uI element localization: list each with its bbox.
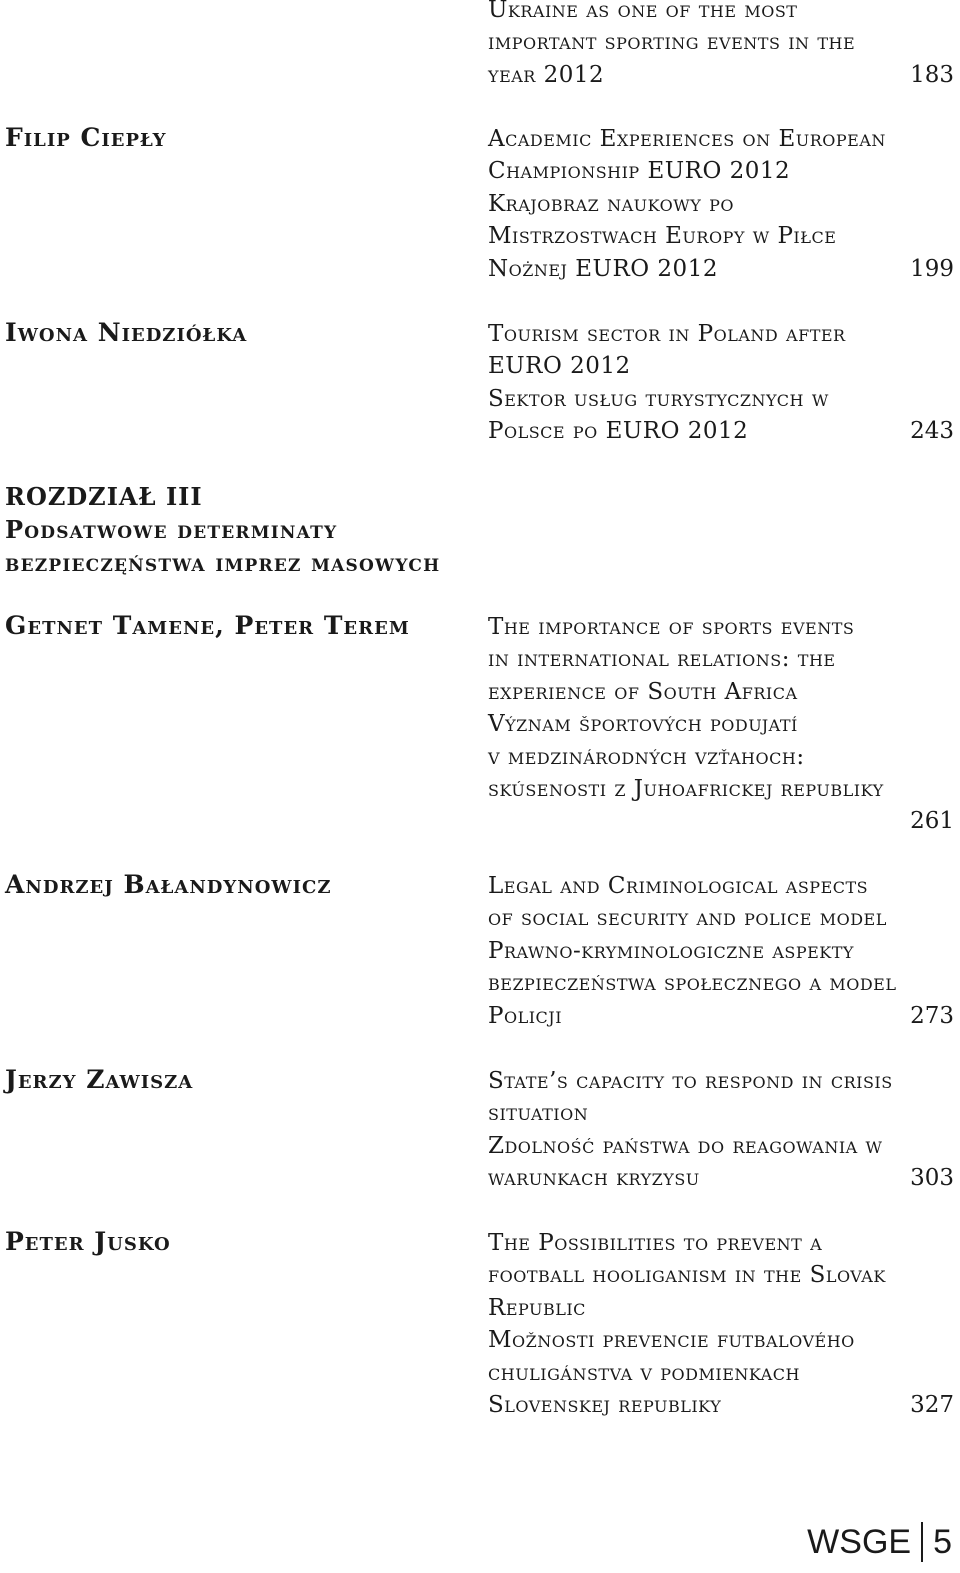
page-number: 261 bbox=[910, 808, 954, 835]
entry-title-line: Tourism sector in Poland after bbox=[488, 321, 846, 347]
entry-title-line: Sektor usług turystycznych w bbox=[488, 385, 829, 412]
entry-title-line: Ukraine as one of the most bbox=[488, 0, 798, 23]
page-number: 199 bbox=[910, 255, 954, 282]
footer-divider bbox=[921, 1522, 923, 1562]
entry-title-line: situation bbox=[488, 1100, 589, 1127]
entry-title-line: Polsce po EURO 2012 243 bbox=[488, 415, 954, 447]
entry-title-line: Možnosti prevencie futbalového bbox=[488, 1327, 855, 1354]
entry-title-line: v medzinárodných vzťahoch: bbox=[488, 743, 805, 770]
entry-title-line: Význam športových podujatí bbox=[488, 711, 798, 738]
toc-author: Filip Ciepły bbox=[5, 123, 167, 152]
entry-title-line: chuligánstva v podmienkach bbox=[488, 1359, 800, 1386]
entry-title-line: warunkach kryzysu 303 bbox=[488, 1162, 954, 1194]
entry-title-line: Policji 273 bbox=[488, 1000, 954, 1032]
entry-title-line: Prawno-kryminologiczne aspekty bbox=[488, 937, 854, 964]
publisher-name: WSGE bbox=[807, 1523, 912, 1561]
footer-page-number: 5 bbox=[933, 1523, 952, 1561]
toc-author: Getnet Tamene, Peter Terem bbox=[5, 611, 410, 640]
page-number: 183 bbox=[910, 61, 954, 88]
toc-entry bbox=[488, 611, 954, 838]
entry-title-line: experience of South Africa bbox=[488, 678, 798, 705]
entry-title-line: Mistrzostwach Europy w Piłce bbox=[488, 223, 837, 250]
entry-title-line: Zdolność państwa do reagowania w bbox=[488, 1132, 883, 1159]
entry-title-line: bezpieczeństwa społecznego a model bbox=[488, 970, 897, 997]
toc-entry bbox=[488, 870, 954, 1032]
chapter-heading bbox=[5, 480, 440, 579]
toc-entry bbox=[488, 1065, 954, 1195]
page-number: 243 bbox=[910, 418, 954, 445]
entry-title-line: State’s capacity to respond in crisis bbox=[488, 1068, 893, 1094]
entry-title-line: in international relations: the bbox=[488, 646, 836, 673]
entry-title-line: EURO 2012 bbox=[488, 353, 631, 380]
entry-title-line: Legal and Criminological aspects bbox=[488, 873, 869, 899]
chapter-label: ROZDZIAŁ III bbox=[5, 482, 203, 511]
entry-title-line: football hooliganism in the Slovak bbox=[488, 1262, 886, 1289]
chapter-subtitle-line: Podsatwowe determinaty bbox=[5, 515, 338, 544]
entry-title-line: Krajobraz naukowy po bbox=[488, 190, 734, 217]
entry-title-line: year 2012 183 bbox=[488, 59, 954, 91]
toc-entry bbox=[488, 123, 954, 285]
page-number: 273 bbox=[910, 1002, 954, 1029]
entry-title-line: Championship EURO 2012 bbox=[488, 158, 791, 185]
entry-title-line: Nożnej EURO 2012 199 bbox=[488, 253, 954, 285]
entry-title-line: of social security and police model bbox=[488, 905, 887, 932]
toc-author: Peter Jusko bbox=[5, 1227, 171, 1256]
entry-title-line: Republic bbox=[488, 1294, 586, 1321]
toc-entry bbox=[488, 0, 954, 91]
toc-author: Andrzej Bałandynowicz bbox=[5, 870, 332, 899]
toc-author: Iwona Niedziółka bbox=[5, 318, 248, 347]
toc-entry bbox=[488, 1227, 954, 1421]
entry-title-line: The Possibilities to prevent a bbox=[488, 1230, 823, 1256]
page-footer bbox=[807, 1522, 952, 1562]
toc-author: Jerzy Zawisza bbox=[5, 1065, 194, 1094]
entry-title-line: The importance of sports events bbox=[488, 614, 855, 640]
entry-title-line: skúsenosti z Juhoafrickej republiky bbox=[488, 776, 884, 803]
toc-entry bbox=[488, 318, 954, 448]
entry-title-line: important sporting events in the bbox=[488, 29, 856, 56]
page-number: 327 bbox=[910, 1392, 954, 1419]
entry-title-line: Academic Experiences on European bbox=[488, 126, 886, 152]
entry-title-line: Slovenskej republiky 327 bbox=[488, 1389, 954, 1421]
page-number: 303 bbox=[910, 1165, 954, 1192]
chapter-subtitle-line: bezpieczęństwa imprez masowych bbox=[5, 548, 441, 577]
